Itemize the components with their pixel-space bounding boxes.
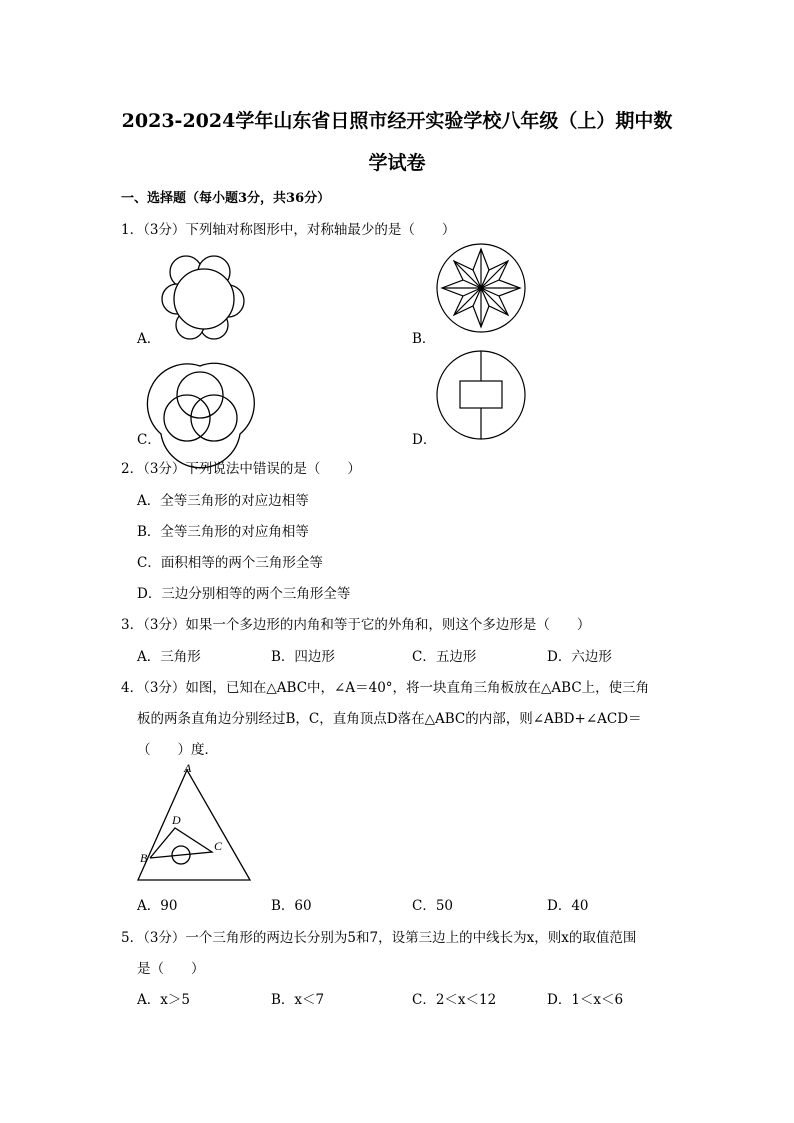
q2-option-b: B．全等三角形的对应角相等 <box>137 524 309 540</box>
q5-option-b: B．x＜7 <box>271 992 325 1008</box>
q1-option-c-label: C． <box>137 432 161 448</box>
question-4-line-3: （ ）度． <box>137 742 218 758</box>
q1-option-a-label: A． <box>137 331 161 347</box>
q2-option-d: D．三边分别相等的两个三角形全等 <box>137 586 351 602</box>
question-5-line-2: 是（ ） <box>137 961 205 977</box>
question-4-line-1: 4．（3分）如图，已知在△ABC中，∠A＝40°，将一块直角三角板放在△ABC上，使三角 <box>121 680 650 696</box>
question-5-line-1: 5．（3分）一个三角形的两边长分别为5和7，设第三边上的中线长为x，则x的取值范围 <box>121 930 637 946</box>
q4-option-b: B．60 <box>271 898 312 914</box>
q4-option-c: C．50 <box>412 898 454 914</box>
q4-triangle-figure <box>135 760 260 885</box>
label-b: B <box>140 851 148 865</box>
label-c: C <box>214 839 223 853</box>
q4-option-a: A．90 <box>137 898 178 914</box>
q1-figure-d <box>436 350 526 440</box>
question-1-stem: 1．（3分）下列轴对称图形中，对称轴最少的是（ ） <box>121 222 456 238</box>
question-4-line-2: 板的两条直角边分别经过B，C，直角顶点D落在△ABC的内部，则∠ABD+∠ACD＝ <box>137 711 642 727</box>
q1-option-b-label: B． <box>412 331 436 347</box>
question-3-stem: 3．（3分）如果一个多边形的内角和等于它的外角和，则这个多边形是（ ） <box>121 617 591 633</box>
question-2-stem: 2．（3分）下列说法中错误的是（ ） <box>121 461 361 477</box>
q3-option-d: D．六边形 <box>547 649 612 665</box>
page-title-line-2: 学试卷 <box>368 152 426 174</box>
q2-option-c: C．面积相等的两个三角形全等 <box>137 555 323 571</box>
q3-option-a: A．三角形 <box>137 649 201 665</box>
q5-option-a: A．x＞5 <box>137 992 190 1008</box>
page-title-line-1: 2023-2024学年山东省日照市经开实验学校八年级（上）期中数 <box>121 110 673 132</box>
q1-figure-a <box>160 255 250 340</box>
q3-option-b: B．四边形 <box>271 649 335 665</box>
q4-option-d: D．40 <box>547 898 589 914</box>
q1-option-d-label: D． <box>412 432 437 448</box>
q5-option-d: D．1＜x＜6 <box>547 992 624 1008</box>
label-a: A <box>184 761 192 775</box>
q5-option-c: C．2＜x＜12 <box>412 992 497 1008</box>
q2-option-a: A．全等三角形的对应边相等 <box>137 493 309 509</box>
label-d: D <box>172 813 181 827</box>
q3-option-c: C．五边形 <box>412 649 477 665</box>
q1-figure-c <box>160 365 242 440</box>
q1-figure-b <box>436 243 526 333</box>
section-heading: 一、选择题（每小题3分，共36分） <box>121 191 331 206</box>
